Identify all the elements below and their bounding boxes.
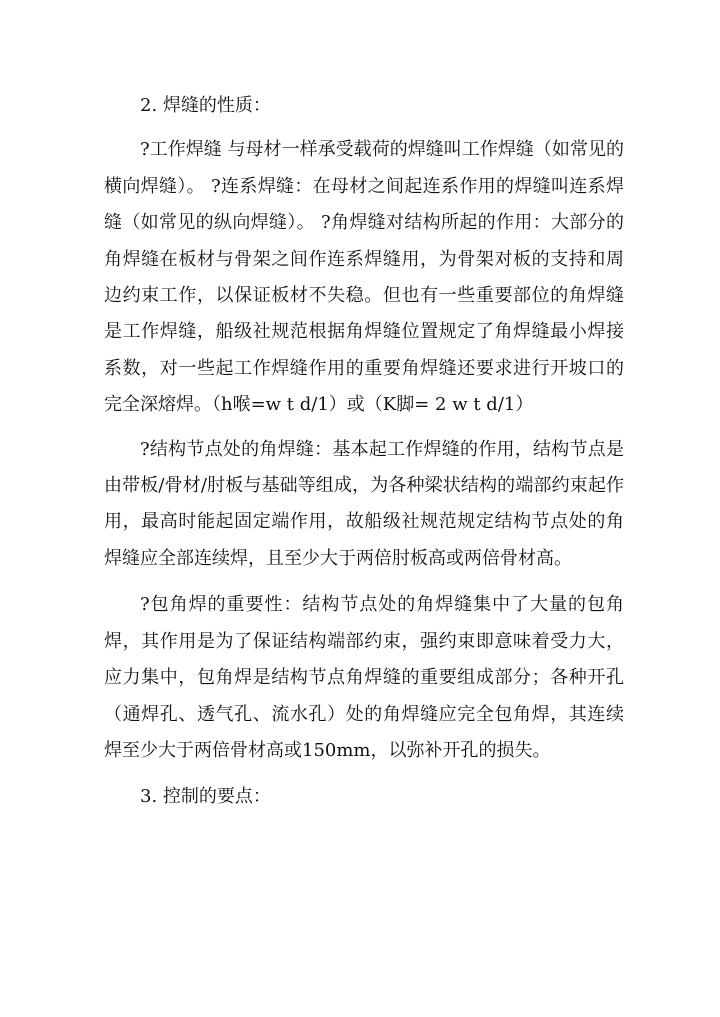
paragraph-wrap-weld: ?包角焊的重要性：结构节点处的角焊缝集中了大量的包角焊，其作用是为了保证结构端部约束，强约束即意味着受力大，应力集中，包角焊是结构节点角焊缝的重要组成部分；各种开孔（通焊孔、透气孔、流水孔）处的角焊缝应完全包角焊，其连续焊至少大于两倍骨材高或150mm，以弥补开孔的损失。 [104, 594, 624, 761]
paragraph-work-weld: ?工作焊缝 与母材一样承受载荷的焊缝叫工作焊缝（如常见的横向焊缝）。 ?连系焊缝：在母材之间起连系作用的焊缝叫连系焊缝（如常见的纵向焊缝）。 ?角焊缝对结构所起的作用：大部分的角焊缝在板材与骨架之间作连系焊缝用，为骨架对板的支持和周边约束工作，以保证板材不失稳。但也有一些重要部位的角焊缝是工作焊缝，船级社规范根据角焊缝位置规定了角焊缝最小焊接系数，对一些起工作焊缝作用的重要角焊缝还要求进行开坡口的完全深熔焊。（h喉=w t d/1）或（K脚= 2 w t d/1） [104, 139, 624, 416]
document-page [104, 88, 624, 816]
section-heading-3: 3. 控制的要点： [140, 786, 271, 808]
section-heading-2: 2. 焊缝的性质： [140, 95, 271, 116]
paragraph-node-weld: ?结构节点处的角焊缝：基本起工作焊缝的作用，结构节点是由带板/骨材/肘板与基础等组成，为各种梁状结构的端部约束起作用，最高时能起固定端作用，故船级社规范规定结构节点处的角焊缝应全部连续焊，且至少大于两倍肘板高或两倍骨材高。 [104, 438, 624, 569]
